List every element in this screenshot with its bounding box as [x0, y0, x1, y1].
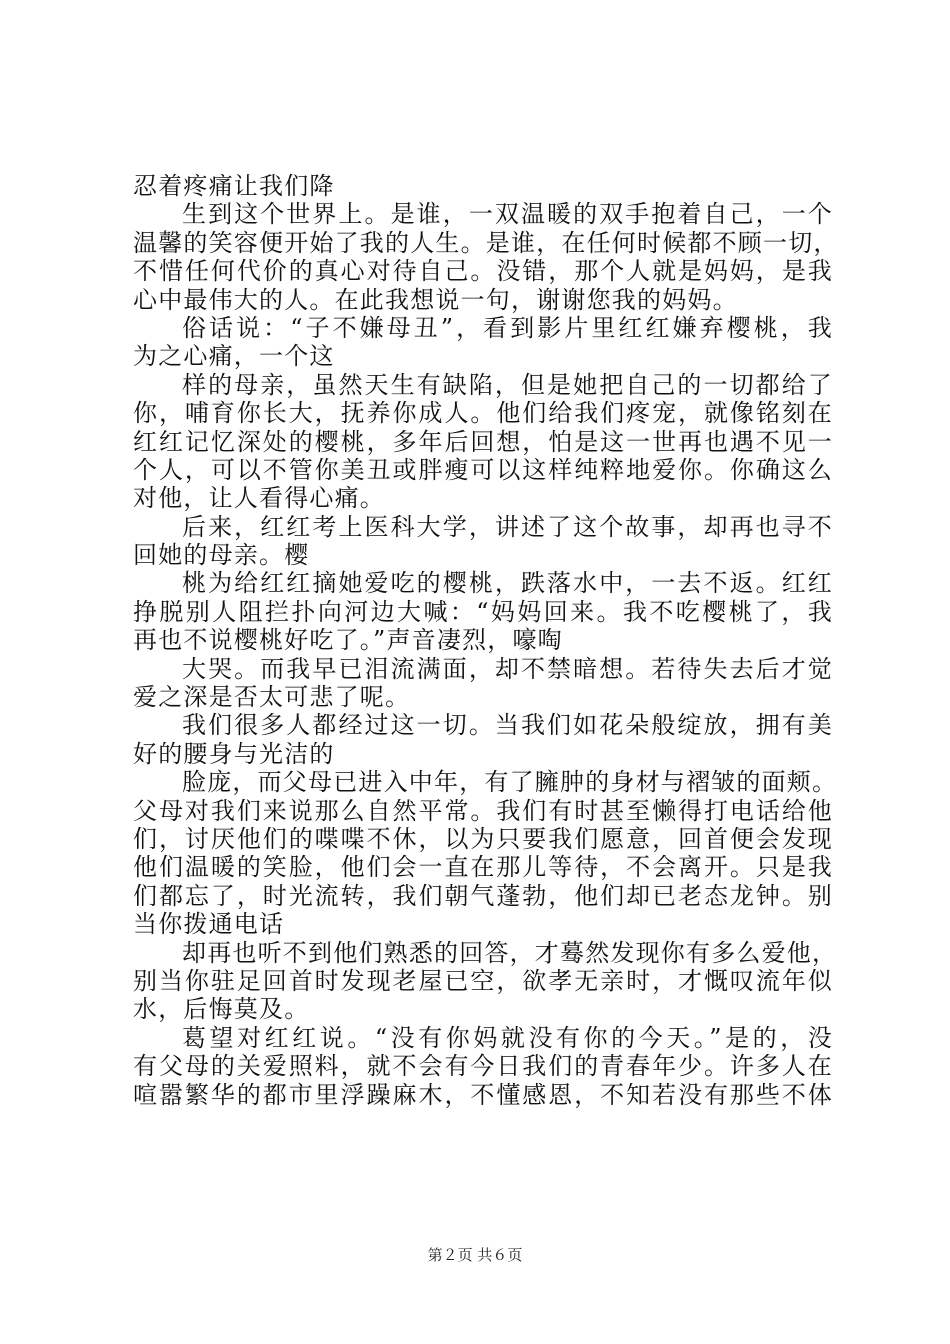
text-line: 却再也听不到他们熟悉的回答，才蓦然发现你有多么爱他， — [182, 938, 838, 967]
text-line: 不惜任何代价的真心对待自己。没错，那个人就是妈妈，是我 — [133, 257, 833, 286]
text-line: 红红记忆深处的樱桃，多年后回想，怕是这一世再也遇不见一 — [133, 427, 833, 456]
text-line: 俗话说：“子不嫌母丑”，看到影片里红红嫌弃樱桃，我 — [182, 313, 833, 342]
text-line: 你，哺育你长大，抚养你成人。他们给我们疼宠，就像铭刻在 — [133, 399, 833, 428]
text-line: 有父母的关爱照料，就不会有今日我们的青春年少。许多人在 — [133, 1052, 833, 1081]
text-line: 个人，可以不管你美丑或胖瘦可以这样纯粹地爱你。你确这么 — [133, 455, 833, 484]
text-line: 我们很多人都经过这一切。当我们如花朵般绽放，拥有美 — [182, 711, 833, 740]
text-line: 他们温暖的笑脸，他们会一直在那儿等待，不会离开。只是我 — [133, 853, 833, 882]
document-body — [133, 172, 839, 1109]
text-line: 挣脱别人阻拦扑向河边大喊：“妈妈回来。我不吃樱桃了，我 — [133, 597, 833, 626]
text-line: 好的腰身与光洁的 — [133, 739, 335, 768]
text-line: 葛望对红红说。“没有你妈就没有你的今天。”是的，没 — [182, 1023, 833, 1052]
text-line: 水，后悔莫及。 — [133, 995, 310, 1024]
text-line: 脸庞，而父母已进入中年，有了臃肿的身材与褶皱的面颊。 — [182, 768, 838, 797]
text-line: 后来，红红考上医科大学，讲述了这个故事，却再也寻不 — [182, 512, 833, 541]
text-line: 当你拨通电话 — [133, 910, 285, 939]
text-line: 样的母亲，虽然天生有缺陷，但是她把自己的一切都给了 — [182, 370, 833, 399]
text-line: 忍着疼痛让我们降 — [133, 172, 335, 200]
text-line: 回她的母亲。樱 — [133, 541, 310, 570]
text-line: 对他，让人看得心痛。 — [133, 484, 385, 513]
text-line: 爱之深是否太可悲了呢。 — [133, 683, 411, 712]
text-line: 为之心痛，一个这 — [133, 342, 335, 371]
text-line: 喧嚣繁华的都市里浮躁麻木，不懂感恩，不知若没有那些不体 — [133, 1080, 833, 1109]
text-line: 父母对我们来说那么自然平常。我们有时甚至懒得打电话给他 — [133, 796, 833, 825]
text-line: 们都忘了，时光流转，我们朝气蓬勃，他们却已老态龙钟。别 — [133, 881, 833, 910]
text-line: 大哭。而我早已泪流满面，却不禁暗想。若待失去后才觉 — [182, 654, 833, 683]
text-line: 生到这个世界上。是谁，一双温暖的双手抱着自己，一个 — [182, 200, 833, 229]
page-footer: 第２页 共６页 — [427, 1246, 523, 1264]
text-line: 桃为给红红摘她爱吃的樱桃，跌落水中，一去不返。红红 — [182, 569, 833, 598]
text-line: 再也不说樱桃好吃了。”声音凄烈，嚎啕 — [133, 626, 563, 655]
text-line: 们，讨厌他们的喋喋不休，以为只要我们愿意，回首便会发现 — [133, 824, 833, 853]
text-line: 温馨的笑容便开始了我的人生。是谁，在任何时候都不顾一切， — [133, 228, 839, 257]
text-line: 心中最伟大的人。在此我想说一句，谢谢您我的妈妈。 — [133, 285, 738, 314]
text-line: 别当你驻足回首时发现老屋已空，欲孝无亲时，才慨叹流年似 — [133, 966, 833, 995]
